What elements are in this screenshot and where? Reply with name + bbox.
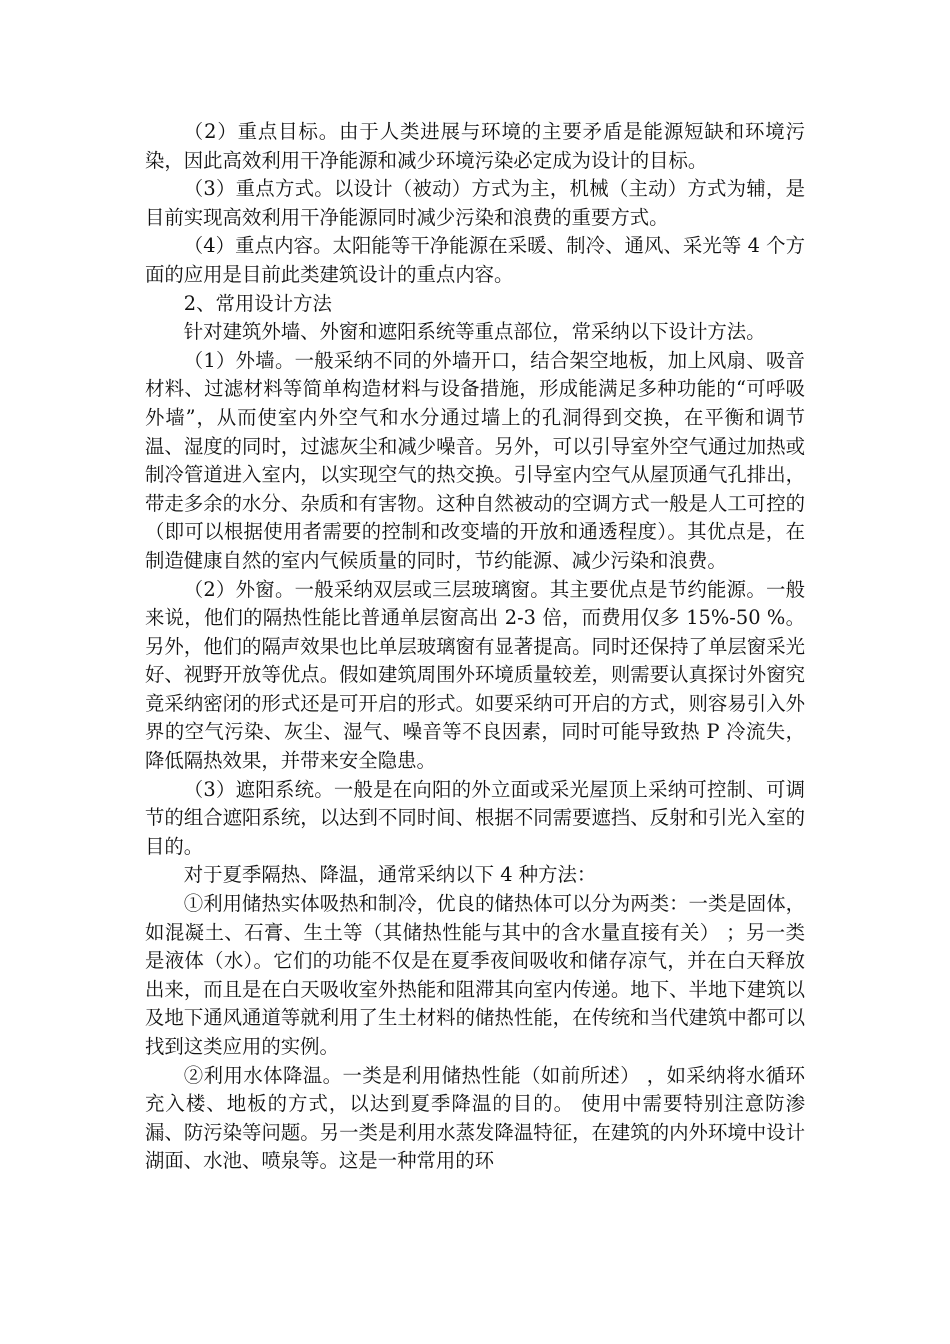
section-heading-design-methods: 2、常用设计方法: [183, 291, 332, 315]
paragraph-exterior-wall: （1）外墙。一般采纳不同的外墙开口，结合架空地板，加上风扇、吸音材料、过滤材料等简单构造材料与设备措施，形成能满足多种功能的“可呼吸外墙”，从而使室内外空气和水分通过墙上的孔洞得到交换，在平衡和调节温、湿度的同时，过滤灰尘和减少噪音。另外，可以引导室外空气通过加热或制冷管道进入室内，以实现空气的热交换。引导室内空气从屋顶通气孔排出，带走多余的水分、杂质和有害物。这种自然被动的空调方式一般是人工可控的（即可以根据使用者需要的控制和改变墙的开放和通透程度）。其优点是，在制造健康自然的室内气候质量的同时，节约能源、减少污染和浪费。: [145, 348, 805, 572]
paragraph-key-method: （3）重点方式。以设计（被动）方式为主，机械（主动）方式为辅，是目前实现高效利用干净能源同时减少污染和浪费的重要方式。: [145, 177, 805, 229]
document-body: [145, 118, 805, 1176]
paragraph-key-goal: （2）重点目标。由于人类进展与环境的主要矛盾是能源短缺和环境污染，因此高效利用干净能源和减少环境污染必定成为设计的目标。: [145, 120, 805, 172]
paragraph-cooling-intro: 对于夏季隔热、降温，通常采纳以下 4 种方法：: [183, 863, 597, 887]
paragraph-shading-system: （3）遮阳系统。一般是在向阳的外立面或采光屋顶上采纳可控制、可调节的组合遮阳系统，以达到不同时间、根据不同需要遮挡、反射和引光入室的目的。: [145, 777, 805, 858]
paragraph-key-content: （4）重点内容。太阳能等干净能源在采暖、制冷、通风、采光等 4 个方面的应用是目前此类建筑设计的重点内容。: [145, 234, 805, 286]
paragraph-methods-intro: 针对建筑外墙、外窗和遮阳系统等重点部位，常采纳以下设计方法。: [183, 320, 766, 344]
paragraph-exterior-window: （2）外窗。一般采纳双层或三层玻璃窗。其主要优点是节约能源。一般来说，他们的隔热性能比普通单层窗高出 2-3 倍，而费用仅多 15%-50 %。另外，他们的隔声效果也比单层玻璃窗有显著提高。同时还保持了单层窗采光好、视野开放等优点。假如建筑周围外环境质量较差，则需要认真探讨外窗究竟采纳密闭的形式还是可开启的形式。如要采纳可开启的方式，则容易引入外界的空气污染、灰尘、湿气、噪音等不良因素，同时可能导致热 P 冷流失，降低隔热效果，并带来安全隐患。: [145, 577, 805, 773]
paragraph-water-cooling: ②利用水体降温。一类是利用储热性能（如前所述） ，如采纳将水循环充入楼、地板的方式，以达到夏季降温的目的。 使用中需要特别注意防渗漏、防污染等问题。另一类是利用水蒸发降温特征，在建筑的内外环境中设计湖面、水池、喷泉等。这是一种常用的环: [145, 1063, 805, 1173]
paragraph-thermal-mass: ①利用储热实体吸热和制冷，优良的储热体可以分为两类：一类是固体，如混凝土、石膏、生土等（其储热性能与其中的含水量直接有关） ；另一类是液体（水）。它们的功能不仅是在夏季夜间吸收和储存凉气，并在白天释放出来，而且是在白天吸收室外热能和阻滞其向室内传递。地下、半地下建筑以及地下通风通道等就利用了生土材料的储热性能，在传统和当代建筑中都可以找到这类应用的实例。: [145, 892, 805, 1058]
